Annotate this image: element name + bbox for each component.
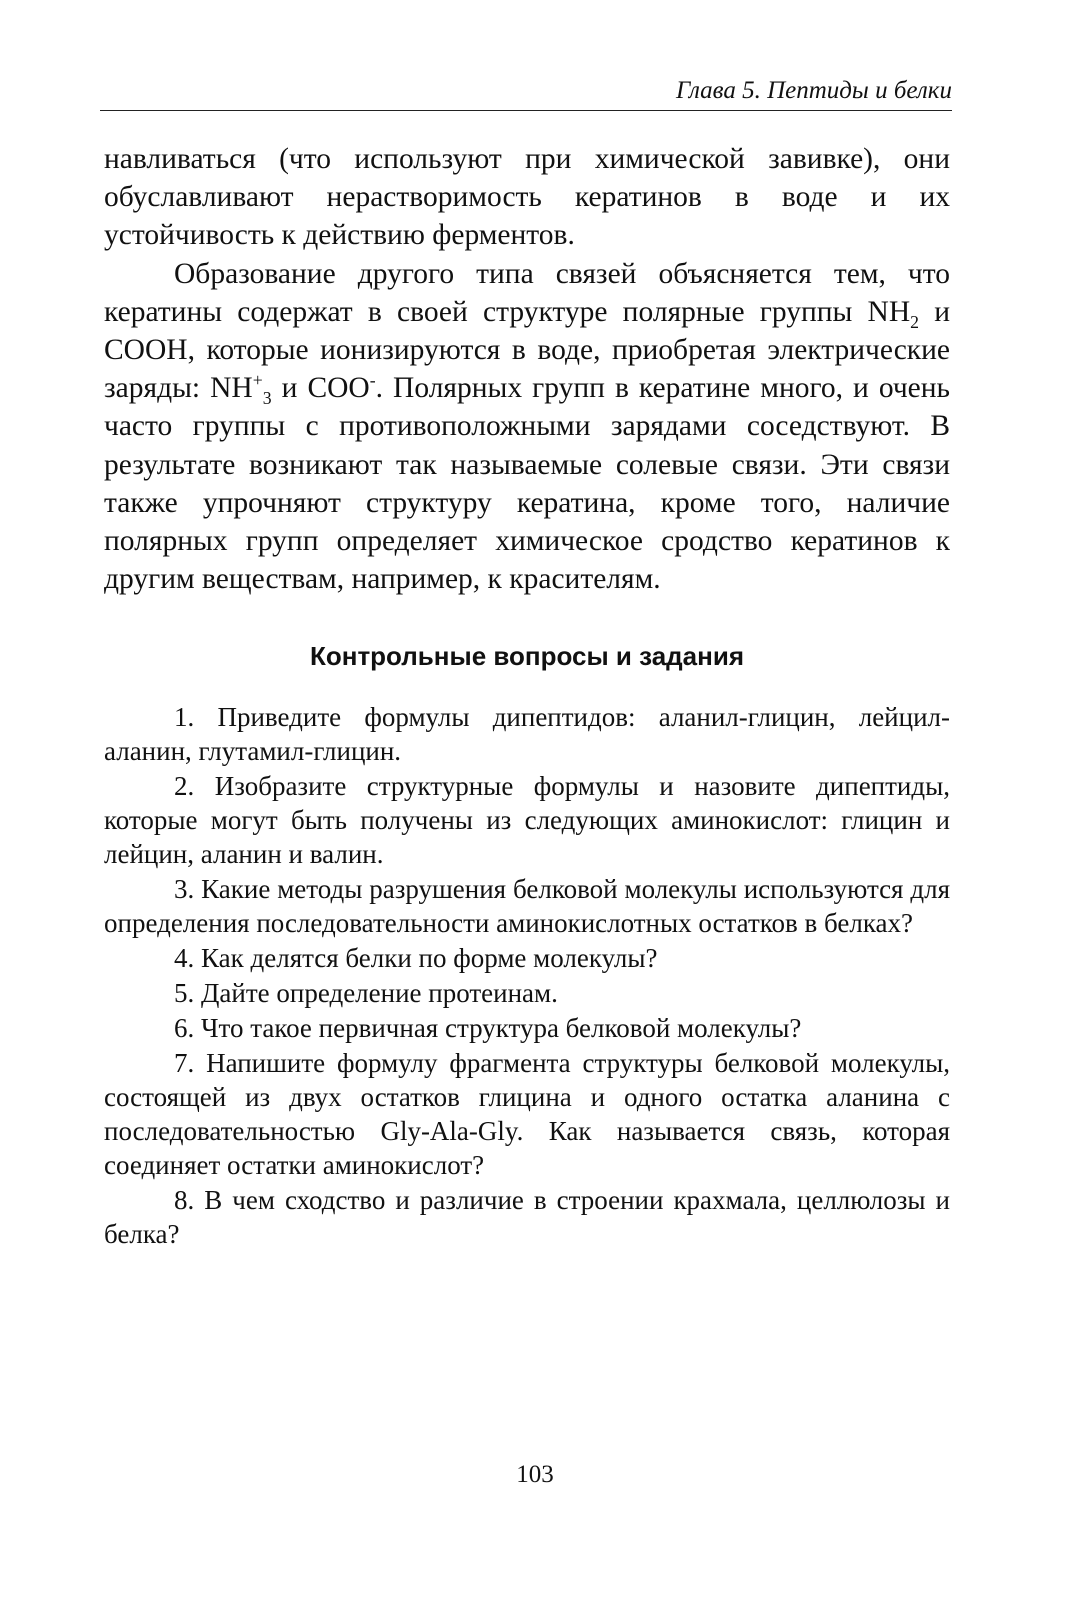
question-item	[104, 769, 950, 871]
subscript: 3	[262, 388, 272, 409]
question-item	[104, 1011, 950, 1045]
question-number: 8.	[174, 1185, 195, 1216]
paragraph-text: . Полярных групп в кератине много, и очень часто группы с противоположными зарядами соседствуют. В результате возникают так называемые солевые связи. Эти связи также упрочняют структуру кератина, кроме того, наличие полярных групп определяет химическое сродство кератинов к другим веществам, например, к красителям.	[104, 372, 951, 596]
question-number: 6.	[174, 1013, 195, 1044]
question-number: 5.	[174, 978, 195, 1009]
question-text: Как делятся белки по форме молекулы?	[201, 943, 658, 974]
question-text: Какие методы разрушения белковой молекулы используются для определения последовательности аминокислотных остатков в белках?	[104, 874, 950, 939]
question-text: Дайте определение протеинам.	[201, 978, 558, 1009]
question-number: 7.	[174, 1048, 195, 1079]
questions-list	[104, 700, 950, 1251]
superscript: +	[252, 370, 263, 391]
question-text: В чем сходство и различие в строении крахмала, целлюлозы и белка?	[104, 1185, 950, 1250]
question-item	[104, 700, 950, 768]
paragraph-text: и СОО	[271, 372, 370, 405]
question-item	[104, 976, 950, 1010]
paragraph-text: Образование другого типа связей объясняется тем, что кератины содержат в своей структуре полярные группы NH	[104, 257, 950, 328]
question-text: Напишите формулу фрагмента структуры белковой молекулы, состоящей из двух остатков глицина и одного остатка аланина с последовательностью Gly-Ala-Gly. Как называется связь, которая соединяет остатки аминокислот?	[104, 1048, 951, 1181]
question-text: Что такое первичная структура белковой молекулы?	[201, 1013, 802, 1044]
superscript: -	[369, 370, 376, 391]
question-number: 1.	[174, 702, 195, 733]
question-item	[104, 941, 950, 975]
subscript: 2	[910, 311, 920, 332]
running-header: Глава 5. Пептиды и белки	[100, 76, 952, 111]
question-number: 4.	[174, 943, 195, 974]
question-number: 2.	[174, 771, 195, 802]
question-number: 3.	[174, 874, 195, 905]
question-text: Приведите формулы дипептидов: аланил-глицин, лейцил-аланин, глутамил-глицин.	[104, 702, 950, 767]
question-item	[104, 1183, 950, 1251]
paragraph-text: и СООН, которые ионизируются в воде, приобретая электрические заряды: NH	[104, 295, 950, 405]
paragraph-salt-bonds	[104, 255, 950, 599]
question-item	[104, 1046, 950, 1182]
question-text: Изобразите структурные формулы и назовите дипептиды, которые могут быть получены из следующих аминокислот: глицин и лейцин, аланин и валин.	[104, 771, 951, 870]
question-item	[104, 872, 950, 940]
section-title: Контрольные вопросы и задания	[309, 641, 744, 672]
body-text	[104, 140, 950, 1252]
paragraph-continuation: навливаться (что используют при химической завивке), они обуславливают нерастворимость кератинов в воде и их устойчивость к действию ферментов.	[104, 143, 950, 252]
page-number: 103	[516, 1461, 554, 1488]
